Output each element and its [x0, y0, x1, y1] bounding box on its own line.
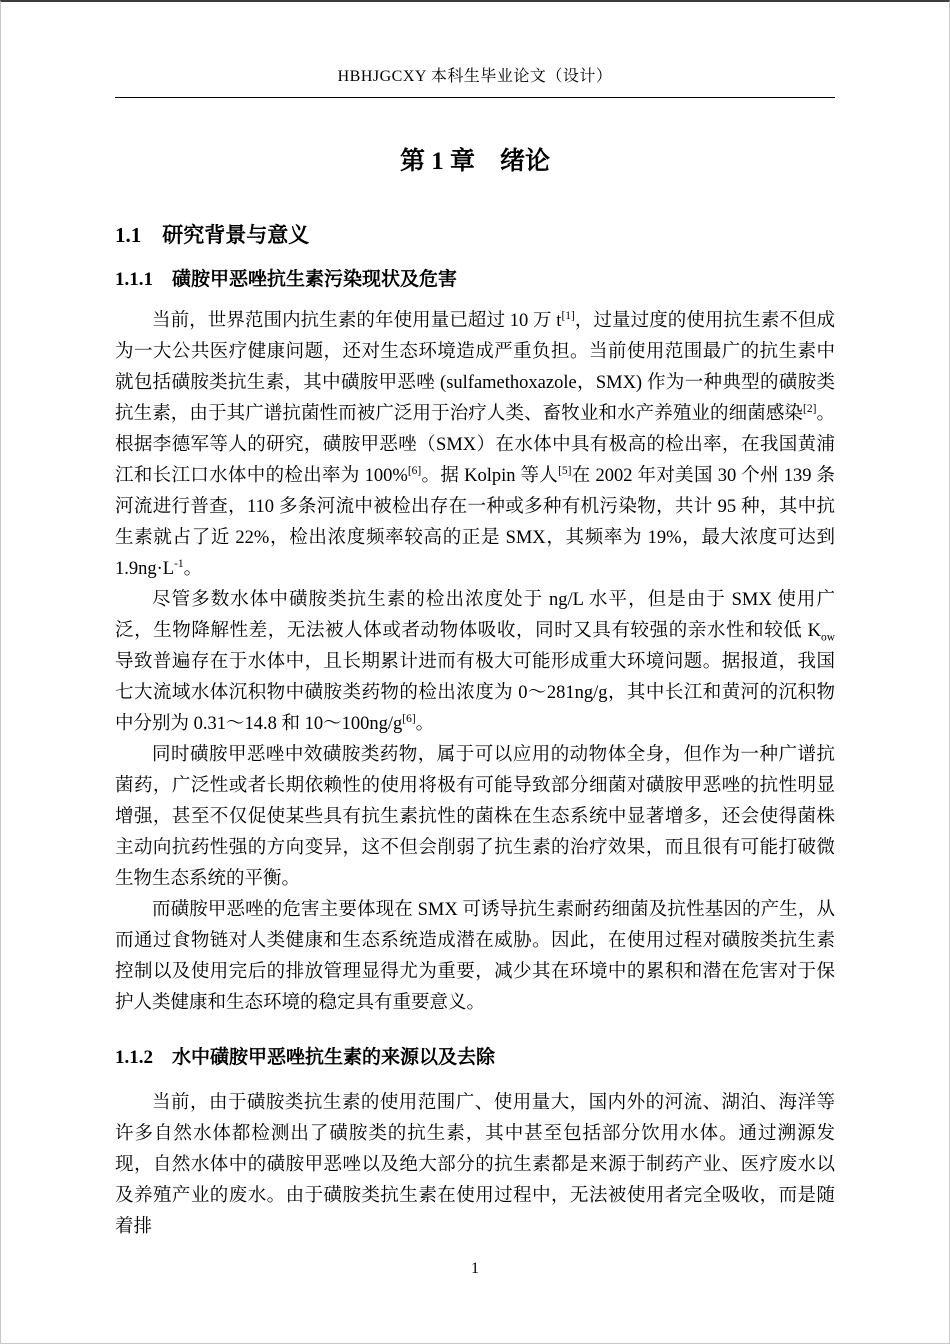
running-header-text: HBHJGCXY 本科生毕业论文（设计） — [337, 68, 613, 85]
document-content — [115, 146, 835, 1243]
page-number: 1 — [471, 1260, 479, 1277]
paragraph-2: 尽管多数水体中磺胺类抗生素的检出浓度处于 ng/L 水平，但是由于 SMX 使用广泛，生物降解性差，无法被人体或者动物体吸收，同时又具有较强的亲水性和较低 $K_{ow}$ 导致普遍存在于水体中，且长期累计进而有极大可能形成重大环境问题。据报道，我国七大流域水体沉积物中磺胺类药物的检出浓度为 0～281ng/g，其中长江和黄河的沉积物中分别为 0.31～14.8 和 10～100ng/g[6]。 — [115, 590, 835, 734]
section-1-1-heading: 1.1 研究背景与意义 — [115, 223, 310, 247]
paragraph-3: 同时磺胺甲恶唑中效磺胺类药物，属于可以应用的动物体全身，但作为一种广谱抗菌药，广泛性或者长期依赖性的使用将极有可能导致部分细菌对磺胺甲恶唑的抗性明显增强，甚至不仅促使某些具有抗生素抗性的菌株在生态系统中显著增多，还会使得菌株主动向抗药性强的方向变异，这不但会削弱了抗生素的治疗效果，而且很有可能打破微生物生态系统的平衡。 — [115, 745, 835, 889]
paragraph-5: 当前，由于磺胺类抗生素的使用范围广、使用量大，国内外的河流、湖泊、海洋等许多自然水体都检测出了磺胺类的抗生素，其中甚至包括部分饮用水体。通过溯源发现，自然水体中的磺胺甲恶唑以及绝大部分的抗生素都是来源于制药产业、医疗废水以及养殖产业的废水。由于磺胺类抗生素在使用过程中，无法被使用者完全吸收，而是随着排 — [115, 1093, 835, 1237]
subsection-1-1-1-heading: 1.1.1 磺胺甲恶唑抗生素污染现状及危害 — [115, 269, 458, 290]
paragraph-4: 而磺胺甲恶唑的危害主要体现在 SMX 可诱导抗生素耐药细菌及抗性基因的产生，从而通过食物链对人类健康和生态系统造成潜在威胁。因此，在使用过程对磺胺类抗生素控制以及使用完后的排放管理显得尤为重要，减少其在环境中的累积和潜在危害对于保护人类健康和生态环境的稳定具有重要意义。 — [115, 900, 835, 1013]
subsection-1-1-2-heading: 1.1.2 水中磺胺甲恶唑抗生素的来源以及去除 — [115, 1047, 496, 1068]
page-header — [115, 66, 835, 98]
paragraph-1: 当前，世界范围内抗生素的年使用量已超过 10 万 t[1]，过量过度的使用抗生素不但成为一大公共医疗健康问题，还对生态环境造成严重负担。当前使用范围最广的抗生素中就包括磺胺类抗生素，其中磺胺甲恶唑 (sulfamethoxazole，SMX) 作为一种典型的磺胺类抗生素，由于其广谱抗菌性而被广泛用于治疗人类、畜牧业和水产养殖业的细菌感染[2]。根据李德军等人的研究，磺胺甲恶唑（SMX）在水体中具有极高的检出率，在我国黄浦江和长江口水体中的检出率为 100%[6]。据 Kolpin 等人[5]在 2002 年对美国 30 个州 139 条河流进行普查，110 多条河流中被检出存在一种或多种有机污染物，共计 95 种，其中抗生素就占了近 22%，检出浓度频率较高的正是 SMX，其频率为 19%，最大浓度可达到 $1.9ng\cdot L^{-1}$。 — [115, 309, 835, 579]
page-footer — [1, 1259, 949, 1279]
chapter-title: 第 1 章 绪论 — [399, 148, 550, 175]
